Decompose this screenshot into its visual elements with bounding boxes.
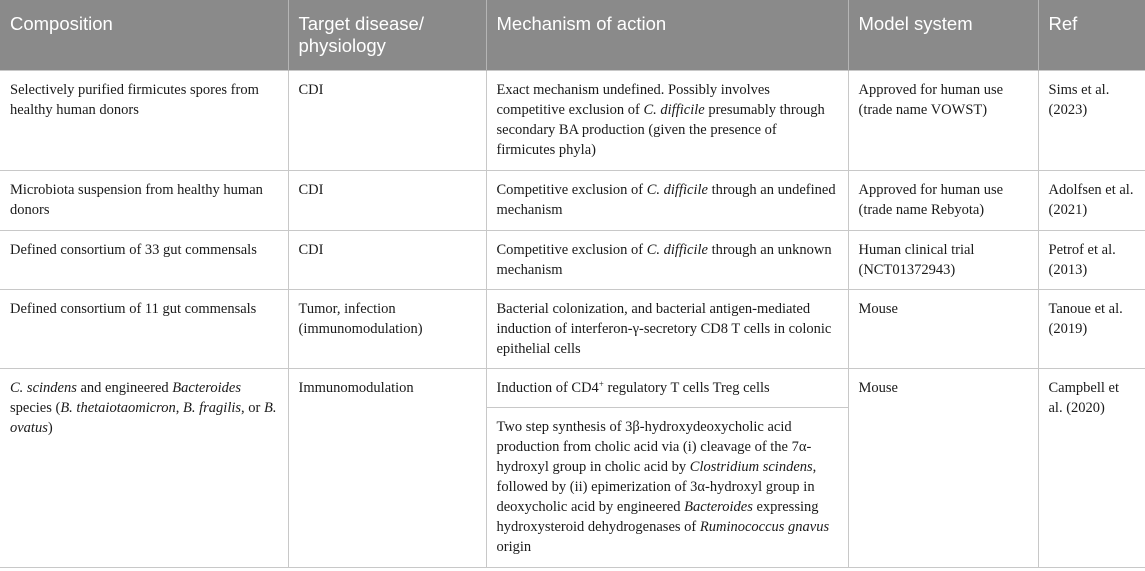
text-segment: ) [47, 420, 53, 436]
cell-ref: Campbell et al. (2020) [1038, 369, 1145, 568]
cell-ref: Petrof et al. (2013) [1038, 231, 1145, 290]
text-segment: Defined consortium of 33 gut commensals [10, 242, 257, 258]
italic-text: Ruminococcus gnavus [699, 519, 830, 535]
cell-composition [0, 290, 288, 369]
table-row [0, 231, 1145, 290]
cell-composition [0, 171, 288, 231]
text-segment: , [175, 400, 184, 416]
text-segment: presumably through secondary BA production (given the presence of firmicutes phyla) [496, 102, 825, 158]
cell-model: Approved for human use (trade name Rebyota) [848, 171, 1038, 231]
cell-composition [0, 369, 288, 568]
text-segment: Induction of CD4 [496, 380, 599, 396]
header-target: Target disease/ physiology [288, 0, 486, 71]
header-model: Model system [848, 0, 1038, 71]
cell-target: Tumor, infection (immunomodulation) [288, 290, 486, 369]
italic-text: Clostridium scindens [689, 459, 813, 475]
cell-target: CDI [288, 171, 486, 231]
table-row [0, 369, 1145, 408]
table-header [0, 0, 1145, 71]
header-row [0, 0, 1145, 71]
cell-target: CDI [288, 71, 486, 171]
header-mechanism: Mechanism of action [486, 0, 848, 71]
italic-text: B. thetaiotaomicron [60, 400, 176, 416]
text-segment: Competitive exclusion of [496, 242, 647, 258]
text-segment: Defined consortium of 11 gut commensals [10, 301, 257, 317]
cell-mechanism [486, 171, 848, 231]
text-segment: , followed by (ii) epimerization of 3α-hydroxyl group in deoxycholic acid by engineered [496, 459, 817, 515]
italic-text: C. scindens [10, 380, 77, 396]
table-row [0, 171, 1145, 231]
text-segment: through an unknown mechanism [496, 242, 832, 278]
italic-text: B. ovatus [10, 400, 277, 436]
text-segment: origin [496, 539, 532, 555]
cell-composition [0, 231, 288, 290]
text-segment: Competitive exclusion of [496, 182, 647, 198]
text-segment: Selectively purified firmicutes spores from healthy human donors [10, 82, 259, 118]
text-segment: through an undefined mechanism [496, 182, 836, 218]
cell-ref: Sims et al. (2023) [1038, 71, 1145, 171]
header-ref: Ref [1038, 0, 1145, 71]
text-segment: Exact mechanism undefined. Possibly involves competitive exclusion of [496, 82, 770, 118]
cell-ref: Tanoue et al. (2019) [1038, 290, 1145, 369]
cell-composition [0, 71, 288, 171]
italic-text: C. difficile [646, 182, 708, 198]
cell-mechanism [486, 71, 848, 171]
text-segment: regulatory T cells Treg cells [603, 380, 770, 396]
header-composition: Composition [0, 0, 288, 71]
text-segment: Microbiota suspension from healthy human donors [10, 182, 263, 218]
cell-target: Immunomodulation [288, 369, 486, 568]
italic-text: C. difficile [643, 102, 705, 118]
table-row [0, 290, 1145, 369]
cell-mechanism [486, 369, 848, 408]
text-segment: expressing hydroxysteroid dehydrogenases of [496, 499, 819, 535]
text-segment: Bacterial colonization, and bacterial antigen-mediated induction of interferon-γ-secretory CD8 T cells in colonic epithelial cells [496, 301, 832, 357]
cell-mechanism [486, 231, 848, 290]
cell-model: Approved for human use (trade name VOWST) [848, 71, 1038, 171]
cell-mechanism [486, 290, 848, 369]
cell-model: Mouse [848, 369, 1038, 568]
table-row [0, 71, 1145, 171]
text-segment: species ( [10, 400, 61, 416]
italic-text: Bacteroides [172, 380, 242, 396]
text-segment: and engineered [76, 380, 173, 396]
cell-model: Mouse [848, 290, 1038, 369]
text-segment: Two step synthesis of 3β-hydroxydeoxycholic acid production from cholic acid via (i) cleavage of the 7α-hydroxyl group in cholic acid by [496, 419, 812, 475]
cell-mechanism-2 [486, 408, 848, 568]
text-segment: , or [241, 400, 265, 416]
italic-text: C. difficile [646, 242, 708, 258]
cell-target: CDI [288, 231, 486, 290]
table-body [0, 71, 1145, 568]
text-segment: + [598, 379, 604, 389]
italic-text: B. fragilis [183, 400, 242, 416]
cell-ref: Adolfsen et al. (2021) [1038, 171, 1145, 231]
italic-text: Bacteroides [684, 499, 753, 515]
cell-model: Human clinical trial (NCT01372943) [848, 231, 1038, 290]
